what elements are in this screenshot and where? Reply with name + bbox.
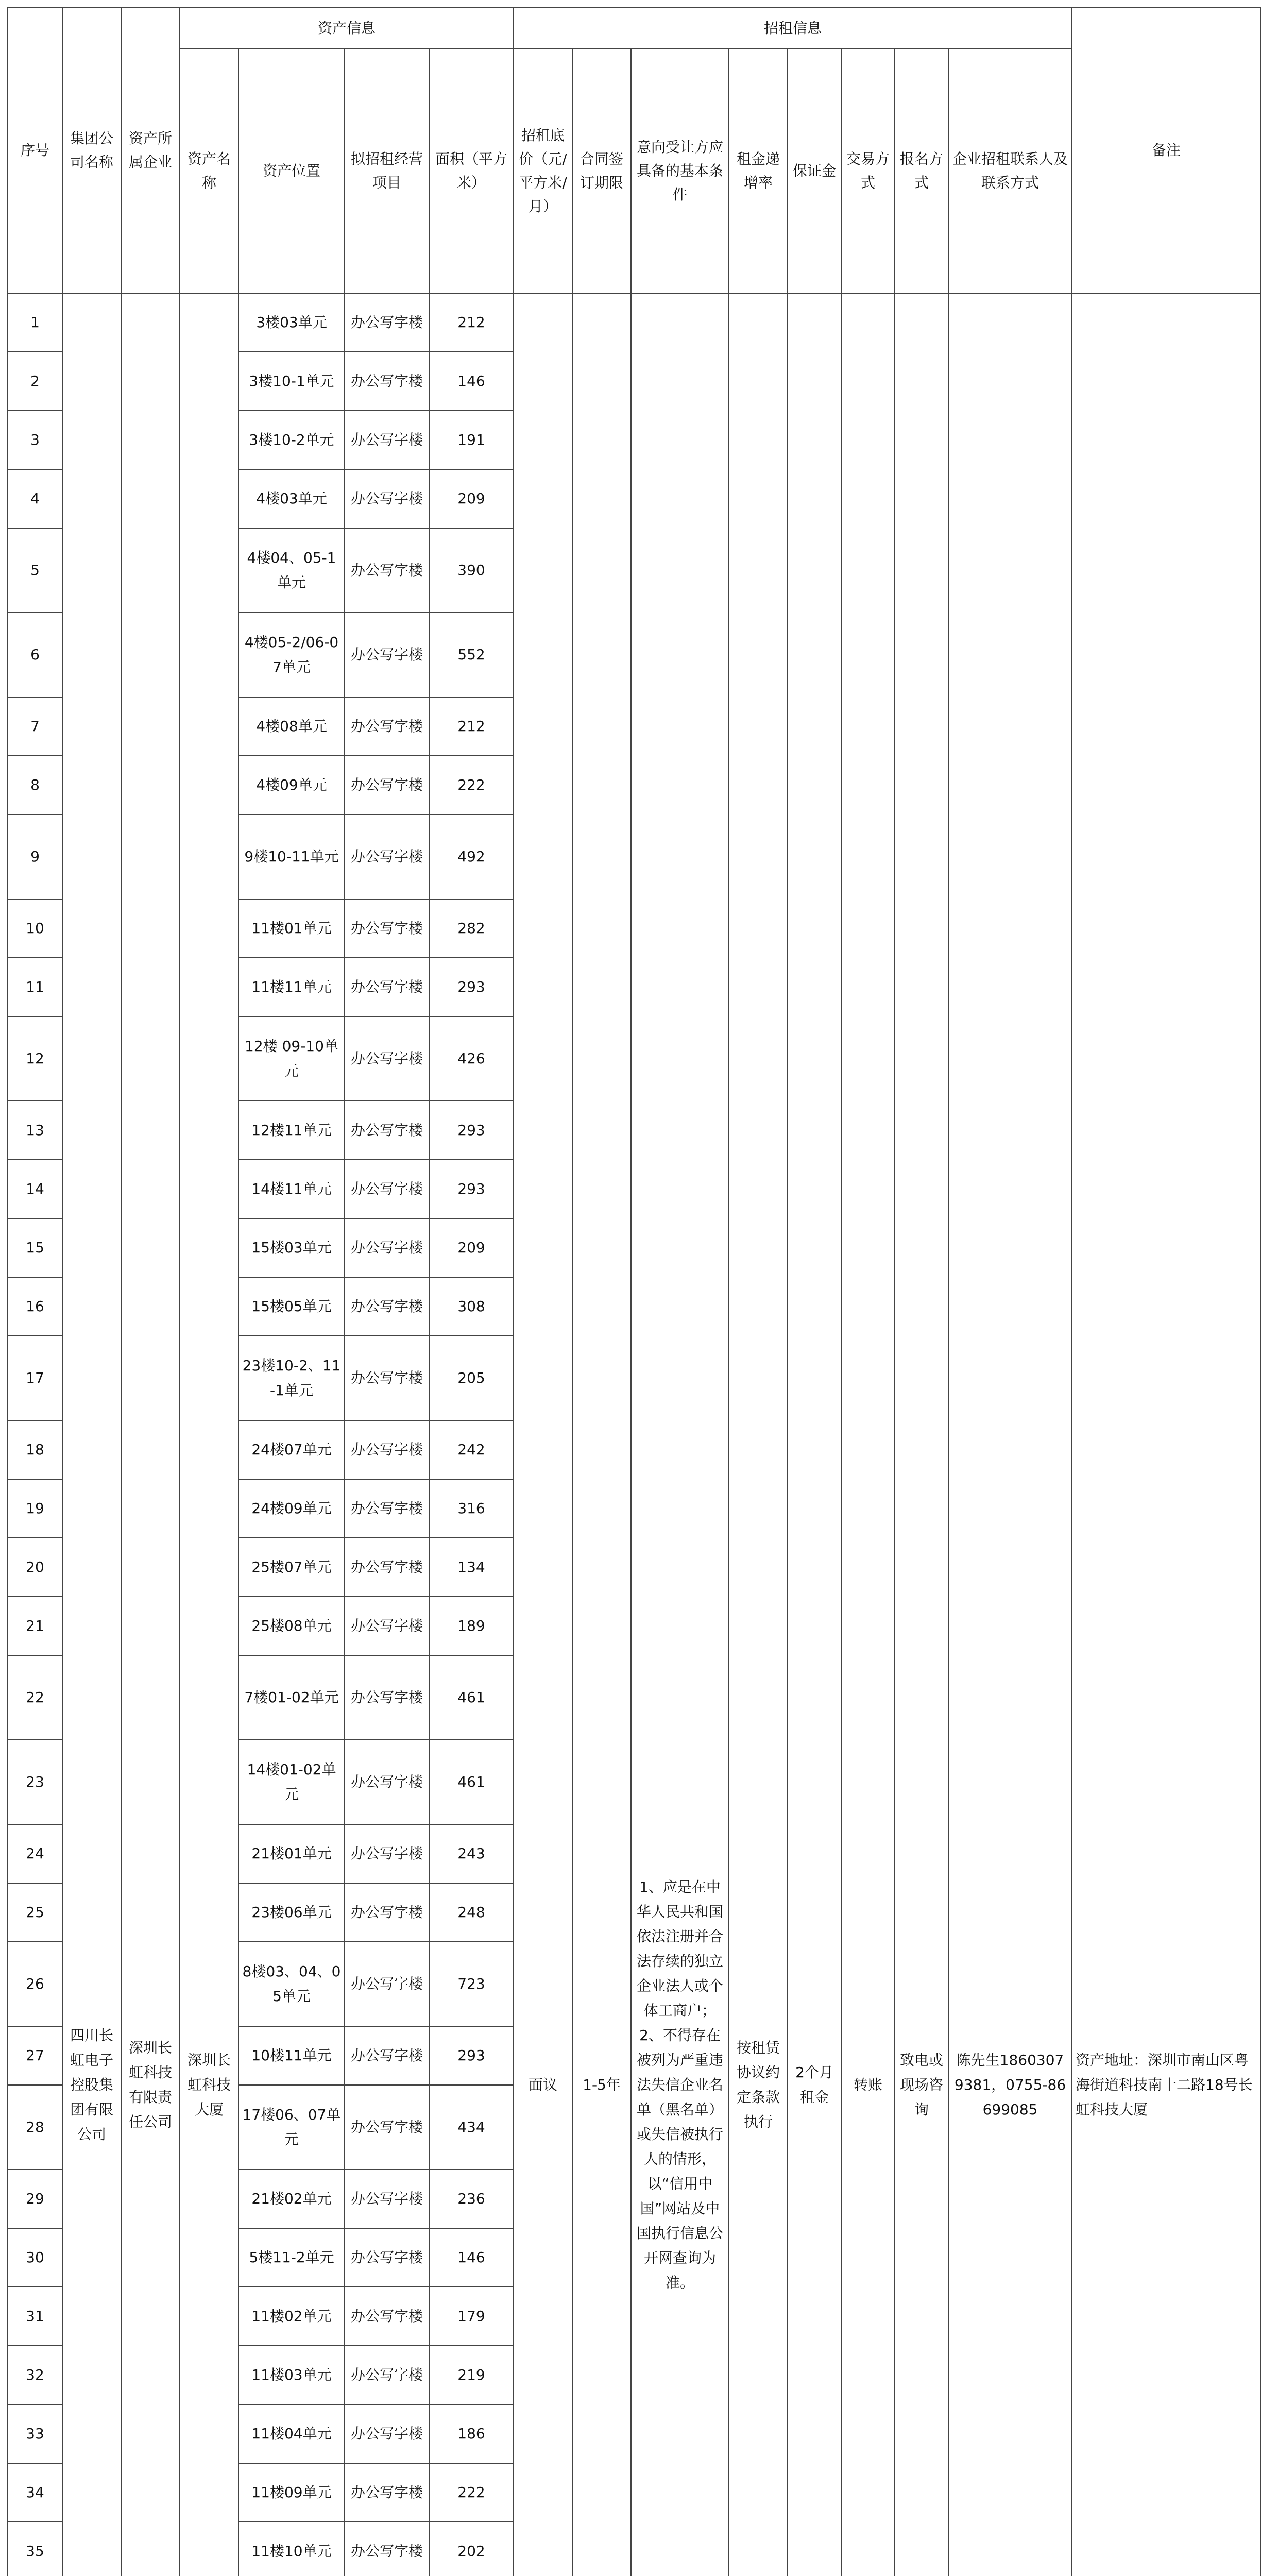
row-seq: 35 [8, 2522, 62, 2576]
header-increase-rate: 租金递增率 [729, 49, 788, 293]
row-area: 236 [429, 2170, 514, 2228]
row-planned-use: 办公写字楼 [345, 293, 429, 352]
row-location: 21楼02单元 [238, 2170, 345, 2228]
merged-signup-method: 致电或现场咨询 [895, 293, 948, 2576]
row-area: 219 [429, 2346, 514, 2404]
row-location: 25楼07单元 [238, 1538, 345, 1597]
row-area: 316 [429, 1479, 514, 1538]
row-seq: 12 [8, 1016, 62, 1101]
row-planned-use: 办公写字楼 [345, 1101, 429, 1160]
row-planned-use: 办公写字楼 [345, 469, 429, 528]
row-seq: 8 [8, 756, 62, 815]
row-location: 11楼09单元 [238, 2463, 345, 2522]
row-seq: 33 [8, 2404, 62, 2463]
row-seq: 23 [8, 1740, 62, 1824]
row-location: 10楼11单元 [238, 2026, 345, 2085]
row-location: 3楼10-1单元 [238, 352, 345, 411]
row-area: 202 [429, 2522, 514, 2576]
row-location: 24楼07单元 [238, 1420, 345, 1479]
row-area: 242 [429, 1420, 514, 1479]
row-seq: 27 [8, 2026, 62, 2085]
row-planned-use: 办公写字楼 [345, 756, 429, 815]
header-base-price: 招租底价（元/平方米/月） [514, 49, 572, 293]
row-seq: 10 [8, 899, 62, 958]
row-planned-use: 办公写字楼 [345, 1218, 429, 1277]
row-location: 4楼09单元 [238, 756, 345, 815]
row-planned-use: 办公写字楼 [345, 1883, 429, 1942]
row-planned-use: 办公写字楼 [345, 1740, 429, 1824]
row-location: 23楼10-2、11-1单元 [238, 1336, 345, 1420]
row-planned-use: 办公写字楼 [345, 2404, 429, 2463]
header-deposit: 保证金 [788, 49, 841, 293]
row-seq: 17 [8, 1336, 62, 1420]
merged-deposit: 2个月租金 [788, 293, 841, 2576]
row-seq: 20 [8, 1538, 62, 1597]
row-planned-use: 办公写字楼 [345, 2287, 429, 2346]
row-area: 293 [429, 2026, 514, 2085]
row-area: 222 [429, 756, 514, 815]
row-planned-use: 办公写字楼 [345, 613, 429, 697]
row-area: 146 [429, 2228, 514, 2287]
row-seq: 30 [8, 2228, 62, 2287]
listing-table-container [7, 7, 1253, 2576]
header-contact: 企业招租联系人及联系方式 [948, 49, 1072, 293]
row-seq: 11 [8, 958, 62, 1016]
row-area: 179 [429, 2287, 514, 2346]
row-location: 14楼01-02单元 [238, 1740, 345, 1824]
row-planned-use: 办公写字楼 [345, 1420, 429, 1479]
row-location: 25楼08单元 [238, 1597, 345, 1655]
row-area: 212 [429, 697, 514, 756]
header-signup-method: 报名方式 [895, 49, 948, 293]
row-location: 11楼02单元 [238, 2287, 345, 2346]
row-seq: 2 [8, 352, 62, 411]
header-group-name: 集团公司名称 [62, 8, 121, 293]
row-location: 4楼08单元 [238, 697, 345, 756]
row-location: 11楼01单元 [238, 899, 345, 958]
row-location: 8楼03、04、05单元 [238, 1942, 345, 2026]
row-area: 134 [429, 1538, 514, 1597]
header-lease-info: 招租信息 [514, 8, 1072, 49]
header-contract-term: 合同签订期限 [572, 49, 631, 293]
row-planned-use: 办公写字楼 [345, 1655, 429, 1740]
row-location: 5楼11-2单元 [238, 2228, 345, 2287]
merged-increase-rate: 按租赁协议约定条款执行 [729, 293, 788, 2576]
row-planned-use: 办公写字楼 [345, 2463, 429, 2522]
row-area: 461 [429, 1740, 514, 1824]
header-planned-use: 拟招租经营项目 [345, 49, 429, 293]
row-seq: 18 [8, 1420, 62, 1479]
row-planned-use: 办公写字楼 [345, 899, 429, 958]
row-location: 3楼03单元 [238, 293, 345, 352]
row-planned-use: 办公写字楼 [345, 815, 429, 899]
row-area: 552 [429, 613, 514, 697]
row-location: 11楼03单元 [238, 2346, 345, 2404]
row-seq: 21 [8, 1597, 62, 1655]
row-location: 4楼05-2/06-07单元 [238, 613, 345, 697]
row-location: 4楼04、05-1单元 [238, 528, 345, 613]
row-area: 186 [429, 2404, 514, 2463]
row-planned-use: 办公写字楼 [345, 1824, 429, 1883]
merged-trade-method: 转账 [841, 293, 895, 2576]
row-area: 308 [429, 1277, 514, 1336]
merged-group-name: 四川长虹电子控股集团有限公司 [62, 293, 121, 2576]
table-body [8, 293, 1260, 2576]
row-planned-use: 办公写字楼 [345, 1479, 429, 1538]
row-seq: 22 [8, 1655, 62, 1740]
row-seq: 4 [8, 469, 62, 528]
row-seq: 5 [8, 528, 62, 613]
header-asset-name: 资产名称 [180, 49, 238, 293]
row-area: 426 [429, 1016, 514, 1101]
row-location: 15楼03单元 [238, 1218, 345, 1277]
row-planned-use: 办公写字楼 [345, 2346, 429, 2404]
row-planned-use: 办公写字楼 [345, 2026, 429, 2085]
row-seq: 24 [8, 1824, 62, 1883]
row-location: 4楼03单元 [238, 469, 345, 528]
row-area: 146 [429, 352, 514, 411]
header-belong-company: 资产所属企业 [121, 8, 180, 293]
row-area: 390 [429, 528, 514, 613]
row-location: 14楼11单元 [238, 1160, 345, 1218]
merged-conditions: 1、应是在中华人民共和国依法注册并合法存续的独立企业法人或个体工商户；2、不得存在被列为严重违法失信企业名单（黑名单）或失信被执行人的情形，以“信用中国”网站及中国执行信息公开网查询为准。 [631, 293, 729, 2576]
row-seq: 32 [8, 2346, 62, 2404]
table-row [8, 293, 1260, 352]
row-planned-use: 办公写字楼 [345, 352, 429, 411]
row-area: 248 [429, 1883, 514, 1942]
row-location: 12楼11单元 [238, 1101, 345, 1160]
row-planned-use: 办公写字楼 [345, 1160, 429, 1218]
row-seq: 6 [8, 613, 62, 697]
row-location: 11楼11单元 [238, 958, 345, 1016]
row-planned-use: 办公写字楼 [345, 697, 429, 756]
row-seq: 25 [8, 1883, 62, 1942]
row-location: 21楼01单元 [238, 1824, 345, 1883]
header-asset-location: 资产位置 [238, 49, 345, 293]
header-seq: 序号 [8, 8, 62, 293]
row-planned-use: 办公写字楼 [345, 1277, 429, 1336]
merged-base-price: 面议 [514, 293, 572, 2576]
header-trade-method: 交易方式 [841, 49, 895, 293]
row-planned-use: 办公写字楼 [345, 2522, 429, 2576]
row-area: 189 [429, 1597, 514, 1655]
row-location: 23楼06单元 [238, 1883, 345, 1942]
row-seq: 34 [8, 2463, 62, 2522]
row-seq: 1 [8, 293, 62, 352]
row-seq: 31 [8, 2287, 62, 2346]
row-planned-use: 办公写字楼 [345, 1016, 429, 1101]
row-planned-use: 办公写字楼 [345, 528, 429, 613]
row-area: 282 [429, 899, 514, 958]
row-seq: 28 [8, 2085, 62, 2170]
row-area: 209 [429, 469, 514, 528]
asset-lease-table [7, 7, 1261, 2576]
row-area: 293 [429, 1160, 514, 1218]
row-area: 492 [429, 815, 514, 899]
row-planned-use: 办公写字楼 [345, 2170, 429, 2228]
row-planned-use: 办公写字楼 [345, 1538, 429, 1597]
row-seq: 3 [8, 411, 62, 469]
header-asset-info: 资产信息 [180, 8, 514, 49]
row-planned-use: 办公写字楼 [345, 2085, 429, 2170]
merged-contract-term: 1-5年 [572, 293, 631, 2576]
row-seq: 15 [8, 1218, 62, 1277]
row-area: 222 [429, 2463, 514, 2522]
row-area: 243 [429, 1824, 514, 1883]
merged-asset-name: 深圳长虹科技大厦 [180, 293, 238, 2576]
row-area: 293 [429, 958, 514, 1016]
row-location: 7楼01-02单元 [238, 1655, 345, 1740]
row-seq: 14 [8, 1160, 62, 1218]
row-location: 12楼 09-10单元 [238, 1016, 345, 1101]
row-planned-use: 办公写字楼 [345, 2228, 429, 2287]
row-location: 3楼10-2单元 [238, 411, 345, 469]
row-seq: 16 [8, 1277, 62, 1336]
header-area: 面积（平方米） [429, 49, 514, 293]
row-location: 15楼05单元 [238, 1277, 345, 1336]
row-location: 11楼10单元 [238, 2522, 345, 2576]
header-remark: 备注 [1072, 8, 1260, 293]
row-location: 11楼04单元 [238, 2404, 345, 2463]
row-planned-use: 办公写字楼 [345, 411, 429, 469]
row-seq: 19 [8, 1479, 62, 1538]
row-planned-use: 办公写字楼 [345, 1597, 429, 1655]
row-planned-use: 办公写字楼 [345, 1942, 429, 2026]
row-area: 293 [429, 1101, 514, 1160]
row-location: 9楼10-11单元 [238, 815, 345, 899]
row-planned-use: 办公写字楼 [345, 958, 429, 1016]
row-seq: 13 [8, 1101, 62, 1160]
row-area: 461 [429, 1655, 514, 1740]
header-conditions: 意向受让方应具备的基本条件 [631, 49, 729, 293]
row-area: 191 [429, 411, 514, 469]
row-seq: 9 [8, 815, 62, 899]
row-area: 212 [429, 293, 514, 352]
row-area: 723 [429, 1942, 514, 2026]
row-seq: 26 [8, 1942, 62, 2026]
row-area: 434 [429, 2085, 514, 2170]
merged-belong-company: 深圳长虹科技有限责任公司 [121, 293, 180, 2576]
row-planned-use: 办公写字楼 [345, 1336, 429, 1420]
row-location: 24楼09单元 [238, 1479, 345, 1538]
row-area: 209 [429, 1218, 514, 1277]
row-area: 205 [429, 1336, 514, 1420]
row-seq: 29 [8, 2170, 62, 2228]
merged-remark: 资产地址：深圳市南山区粤海街道科技南十二路18号长虹科技大厦 [1072, 293, 1260, 2576]
row-location: 17楼06、07单元 [238, 2085, 345, 2170]
row-seq: 7 [8, 697, 62, 756]
merged-contact: 陈先生18603079381，0755-86699085 [948, 293, 1072, 2576]
